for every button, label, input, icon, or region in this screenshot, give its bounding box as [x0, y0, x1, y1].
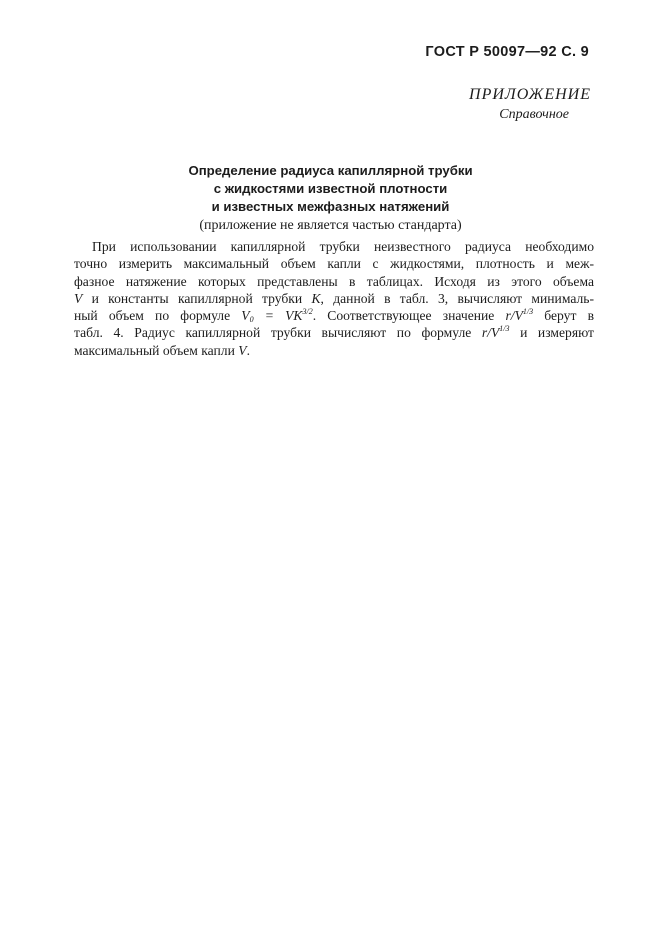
body-line-2: точно измерить максимальный объем капли с жидкостями, плотность и меж-: [74, 256, 594, 272]
body-line-4-mid: и константы капиллярной трубки: [82, 290, 312, 306]
formula-k: K: [293, 308, 303, 324]
body-line-4: [74, 290, 594, 307]
ratio-slash: /: [510, 308, 515, 324]
formula-sub: 0: [249, 315, 254, 325]
body-line-7: [74, 342, 594, 359]
body-line-7-start: максимальный объем капли: [74, 342, 239, 358]
body-line-1: При использовании капиллярной трубки неизвестного радиуса необходимо: [92, 239, 594, 254]
body-line-6-end: и измеряют: [509, 325, 594, 341]
body-paragraph: [74, 238, 594, 359]
formula-exp: 3/2: [302, 307, 313, 317]
body-line-5-end: берут в: [533, 308, 594, 324]
formula-min-volume: [241, 308, 312, 323]
body-line-3: фазное натяжение которых представлены в таблицах. Исходя из этого объема: [74, 273, 594, 289]
body-line-5-mid: . Соответствующее значение: [312, 308, 506, 324]
section-title-line-2: с жидкостями известной плотности: [213, 181, 448, 196]
section-title-block: [0, 162, 661, 235]
appendix-subtitle: Справочное: [499, 107, 569, 122]
formula-eq: =: [253, 308, 286, 324]
ratio-r: r: [505, 308, 511, 324]
section-title-line-1: Определение радиуса капиллярной трубки: [188, 163, 473, 178]
appendix-block: [469, 86, 591, 123]
ratio-r-v: [506, 308, 534, 323]
var-v: V: [74, 290, 83, 306]
body-line-5: [74, 307, 594, 324]
ratio2-exp: 1/3: [499, 324, 510, 334]
body-line-6-start: табл. 4. Радиус капиллярной трубки вычисляют по формуле: [74, 325, 482, 341]
ratio2-r: r: [481, 325, 488, 341]
page-header: ГОСТ Р 50097—92 С. 9: [425, 44, 589, 60]
ratio-exp: 1/3: [522, 307, 534, 317]
body-line-5-start: ный объем по формуле: [74, 308, 242, 324]
formula-v: V: [285, 308, 294, 324]
section-title-line-3: и известных межфазных натяжений: [211, 199, 450, 214]
body-line-6: [74, 324, 594, 341]
var-k: K: [311, 290, 321, 306]
appendix-title: ПРИЛОЖЕНИЕ: [469, 86, 591, 103]
var-v-final: V: [238, 342, 247, 358]
section-note: (приложение не является частью стандарта): [199, 218, 462, 233]
ratio-r-v-2: [482, 325, 510, 340]
ratio2-v: V: [490, 325, 500, 341]
ratio2-slash: /: [487, 325, 491, 341]
formula-lhs: V: [241, 308, 250, 324]
body-line-7-end: .: [246, 342, 250, 358]
body-line-4-end: , данной в табл. 3, вычисляют минималь-: [320, 290, 594, 306]
ratio-v: V: [514, 308, 523, 324]
